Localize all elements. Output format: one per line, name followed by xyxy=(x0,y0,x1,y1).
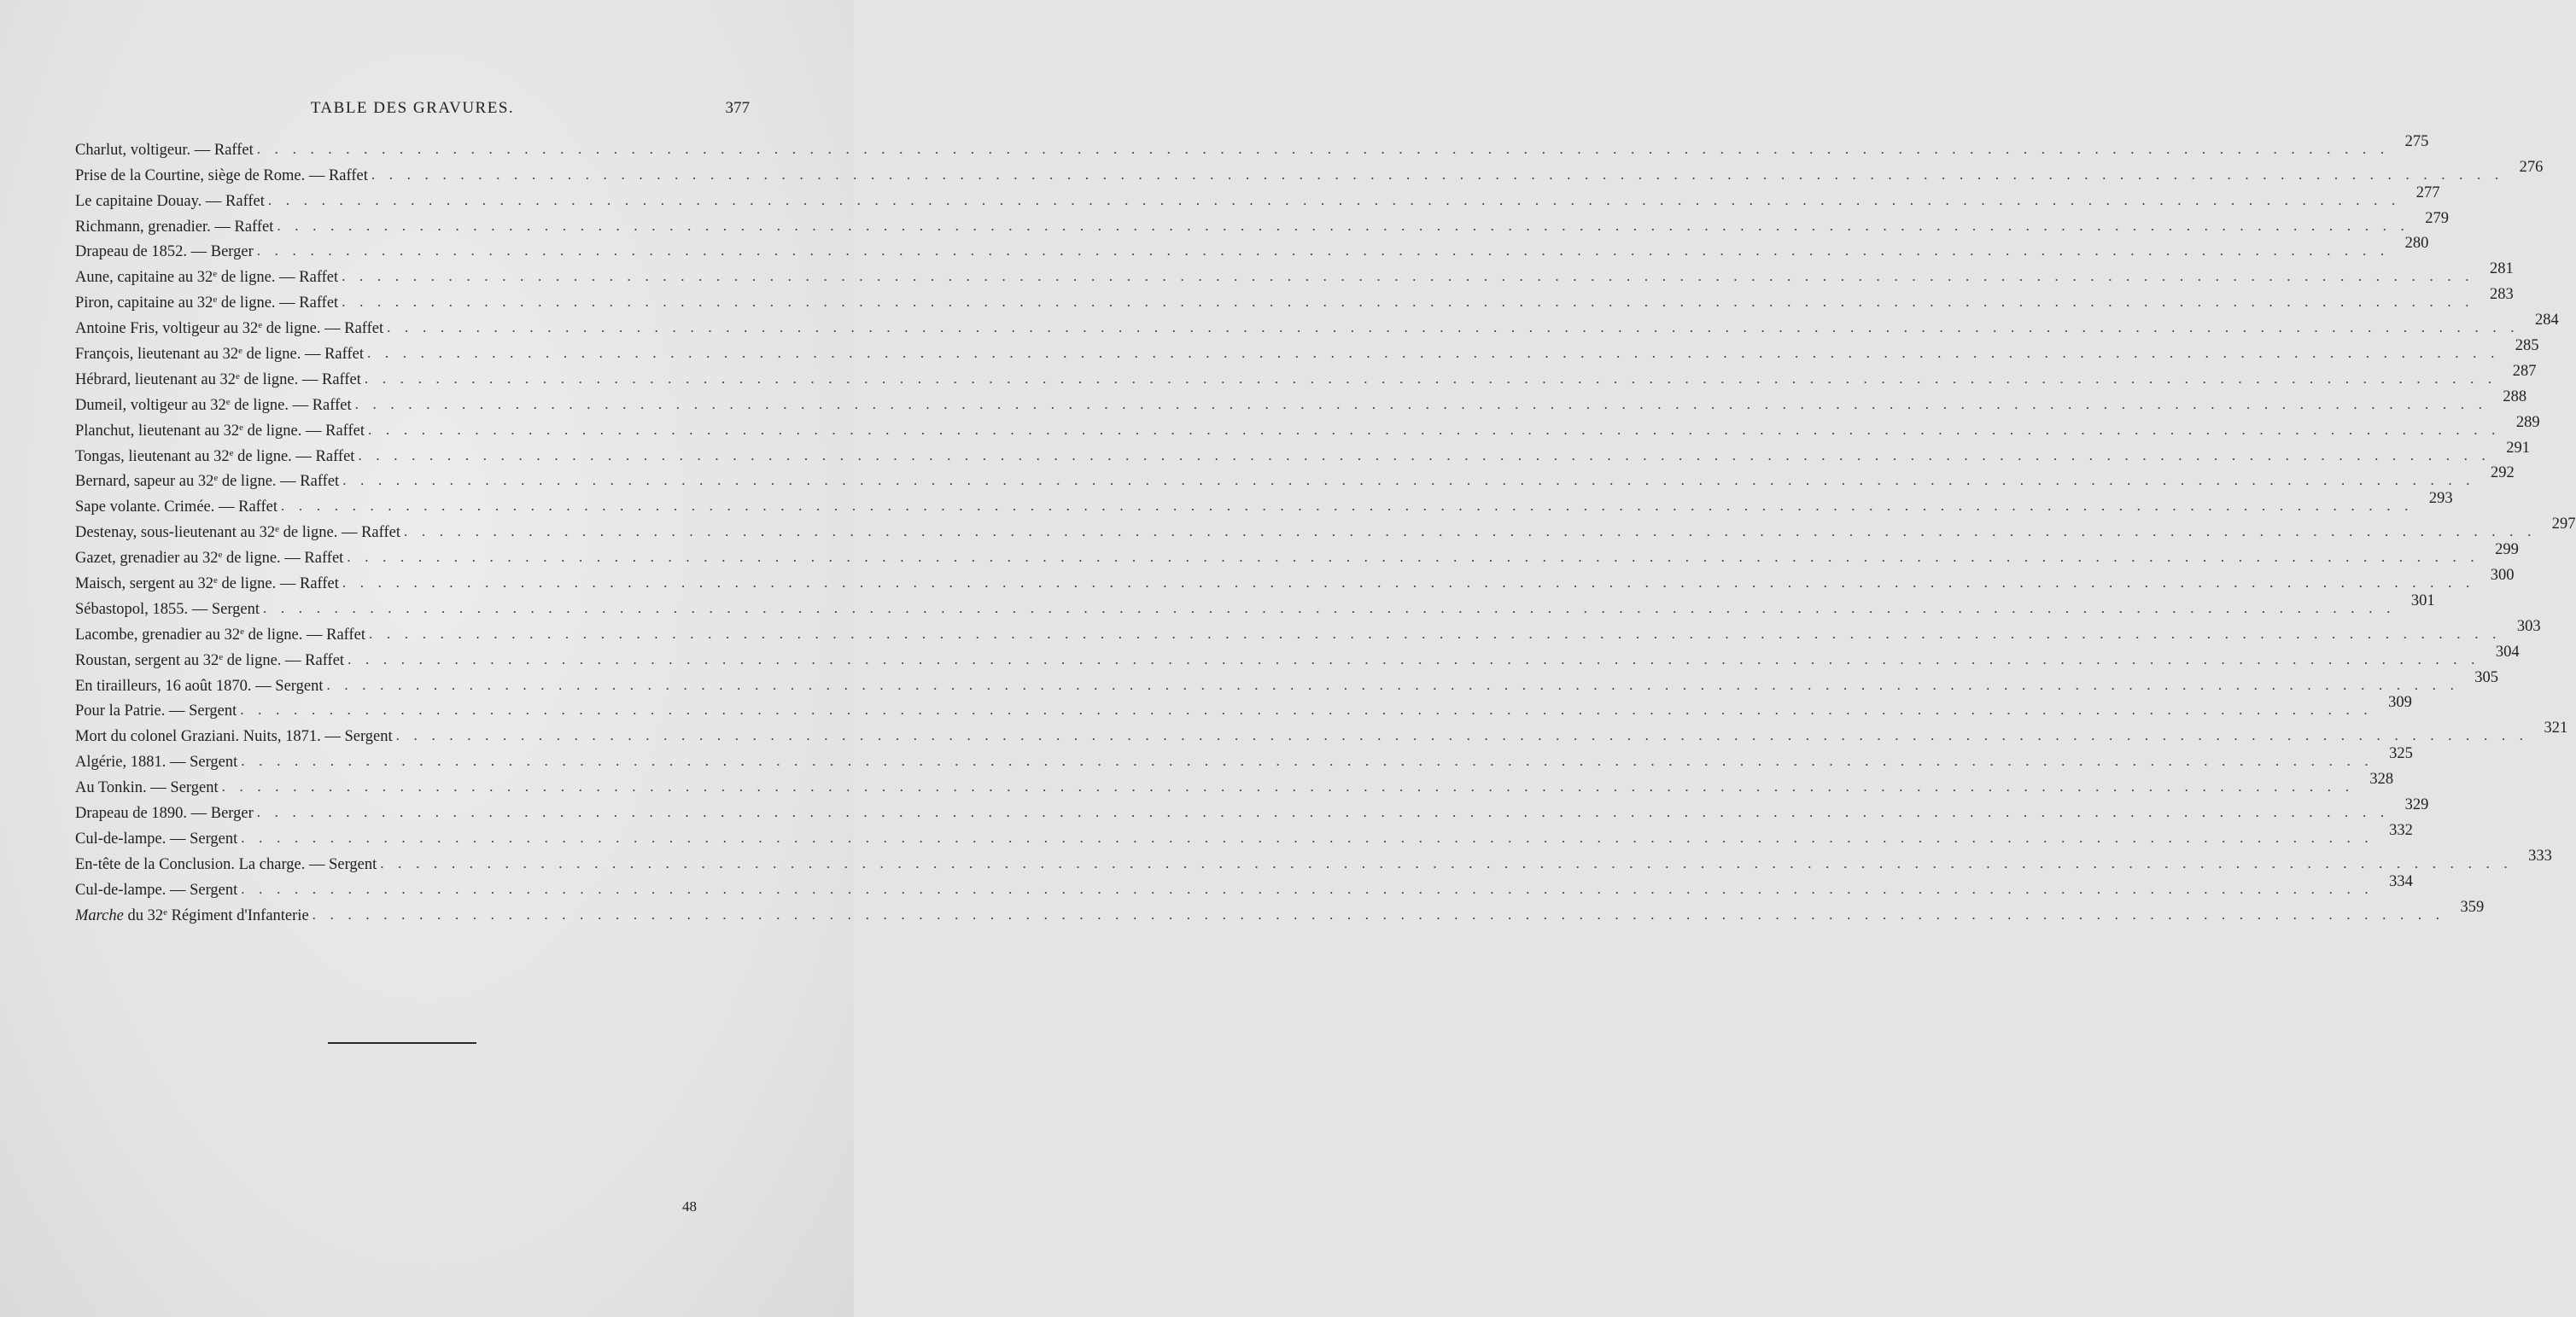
toc-entry-label: En-tête de la Conclusion. La charge. — Sergent xyxy=(75,855,377,873)
toc-entry xyxy=(75,516,2576,542)
toc-entry-label: Tongas, lieutenant au 32e de ligne. — Raffet xyxy=(75,447,355,465)
toc-entry-label: Destenay, sous-lieutenant au 32e de ligne. — Raffet xyxy=(75,524,400,542)
toc-entry-page: 275 xyxy=(2404,132,2429,150)
toc-entry-label: Gazet, grenadier au 32e de ligne. — Raffet xyxy=(75,550,344,568)
toc-entry-label: Planchut, lieutenant au 32e de ligne. — Raffet xyxy=(75,422,365,440)
toc-entry xyxy=(75,720,2568,746)
toc-entry xyxy=(75,235,2429,262)
toc-entry-label: Le capitaine Douay. — Raffet xyxy=(75,192,265,210)
page-header xyxy=(75,99,750,125)
toc-entry xyxy=(75,771,2394,797)
toc-entry-page: 280 xyxy=(2404,235,2429,253)
toc-entry-page: 276 xyxy=(2519,158,2544,176)
dot-leader: . . . . . . . . . . . . . . . . . . . . . . . . . . . . . . . . . . . . . . . . . . . . . . . . . . . . . . . . . . . . . . . . . . . . . . . . . . . . . . . . . . . . . . . . . . . . . . . . . . . . . . . . . . . . . . . . . . . . . . . . xyxy=(347,549,2480,566)
toc-entry-page: 300 xyxy=(2490,567,2515,585)
toc-entry-label: Maisch, sergent au 32e de ligne. — Raffet xyxy=(75,575,339,593)
toc-entry-page: 277 xyxy=(2415,184,2440,201)
toc-entry-page: 325 xyxy=(2389,745,2413,763)
toc-entry-page: 328 xyxy=(2369,771,2394,789)
toc-entry-label: Aune, capitaine au 32e de ligne. — Raffet xyxy=(75,269,339,287)
dot-leader: . . . . . . . . . . . . . . . . . . . . . . . . . . . . . . . . . . . . . . . . . . . . . . . . . . . . . . . . . . . . . . . . . . . . . . . . . . . . . . . . . . . . . . . . . . . . . . . . . . . . . . . . . . . . . . . . . . . . . . . . xyxy=(358,446,2491,463)
toc-entry-page: 297 xyxy=(2551,516,2576,533)
toc-entry-label: En tirailleurs, 16 août 1870. — Sergent xyxy=(75,677,324,695)
toc-entry xyxy=(75,541,2519,568)
toc-entry-page: 284 xyxy=(2534,312,2559,329)
toc-entry xyxy=(75,312,2559,338)
toc-entry xyxy=(75,337,2539,364)
toc-entry-label: Marche du 32e Régiment d'Infanterie xyxy=(75,906,309,924)
toc-entry-page: 304 xyxy=(2495,643,2520,661)
toc-entry-label: Cul-de-lampe. — Sergent xyxy=(75,881,238,899)
toc-entry-page: 334 xyxy=(2389,872,2413,890)
toc-entry-page: 303 xyxy=(2516,617,2541,635)
toc-entry xyxy=(75,362,2537,389)
dot-leader: . . . . . . . . . . . . . . . . . . . . . . . . . . . . . . . . . . . . . . . . . . . . . . . . . . . . . . . . . . . . . . . . . . . . . . . . . . . . . . . . . . . . . . . . . . . . . . . . . . . . . . . . . . . . . . . . . . . . . . . . xyxy=(369,625,2502,642)
dot-leader: . . . . . . . . . . . . . . . . . . . . . . . . . . . . . . . . . . . . . . . . . . . . . . . . . . . . . . . . . . . . . . . . . . . . . . . . . . . . . . . . . . . . . . . . . . . . . . . . . . . . . . . . . . . . . . . . . . . . . . . . xyxy=(263,599,2396,616)
dot-leader: . . . . . . . . . . . . . . . . . . . . . . . . . . . . . . . . . . . . . . . . . . . . . . . . . . . . . . . . . . . . . . . . . . . . . . . . . . . . . . . . . . . . . . . . . . . . . . . . . . . . . . . . . . . . . . . . . . . . . . . . xyxy=(241,829,2374,846)
toc-entry xyxy=(75,209,2449,236)
toc-entry-label: Prise de la Courtine, siège de Rome. — Raffet xyxy=(75,166,368,184)
dot-leader: . . . . . . . . . . . . . . . . . . . . . . . . . . . . . . . . . . . . . . . . . . . . . . . . . . . . . . . . . . . . . . . . . . . . . . . . . . . . . . . . . . . . . . . . . . . . . . . . . . . . . . . . . . . . . . . . . . . . . . . . xyxy=(256,804,2390,821)
toc-entry-label: Drapeau de 1890. — Berger xyxy=(75,805,254,823)
toc-entry-label: Dumeil, voltigeur au 32e de ligne. — Raffet xyxy=(75,396,352,414)
toc-entry-page: 321 xyxy=(2544,720,2568,737)
toc-entry xyxy=(75,694,2412,721)
closing-rule xyxy=(328,1042,476,1044)
dot-leader: . . . . . . . . . . . . . . . . . . . . . . . . . . . . . . . . . . . . . . . . . . . . . . . . . . . . . . . . . . . . . . . . . . . . . . . . . . . . . . . . . . . . . . . . . . . . . . . . . . . . . . . . . . . . . . . . . . . . . . . . xyxy=(348,650,2480,667)
toc-entry xyxy=(75,847,2552,874)
toc-entry-label: Algérie, 1881. — Sergent xyxy=(75,754,238,772)
toc-entry xyxy=(75,643,2520,670)
toc-entry xyxy=(75,898,2485,925)
dot-leader: . . . . . . . . . . . . . . . . . . . . . . . . . . . . . . . . . . . . . . . . . . . . . . . . . . . . . . . . . . . . . . . . . . . . . . . . . . . . . . . . . . . . . . . . . . . . . . . . . . . . . . . . . . . . . . . . . . . . . . . . xyxy=(368,421,2501,438)
dot-leader: . . . . . . . . . . . . . . . . . . . . . . . . . . . . . . . . . . . . . . . . . . . . . . . . . . . . . . . . . . . . . . . . . . . . . . . . . . . . . . . . . . . . . . . . . . . . . . . . . . . . . . . . . . . . . . . . . . . . . . . . xyxy=(387,319,2520,336)
dot-leader: . . . . . . . . . . . . . . . . . . . . . . . . . . . . . . . . . . . . . . . . . . . . . . . . . . . . . . . . . . . . . . . . . . . . . . . . . . . . . . . . . . . . . . . . . . . . . . . . . . . . . . . . . . . . . . . . . . . . . . . . xyxy=(342,294,2474,311)
running-title: TABLE DES GRAVURES. xyxy=(310,99,515,117)
toc-entry xyxy=(75,286,2514,312)
dot-leader: . . . . . . . . . . . . . . . . . . . . . . . . . . . . . . . . . . . . . . . . . . . . . . . . . . . . . . . . . . . . . . . . . . . . . . . . . . . . . . . . . . . . . . . . . . . . . . . . . . . . . . . . . . . . . . . . . . . . . . . . xyxy=(342,472,2475,489)
toc-entry-page: 287 xyxy=(2512,362,2537,380)
toc-entry xyxy=(75,591,2435,619)
toc-entry xyxy=(75,872,2413,900)
toc-entry-page: 288 xyxy=(2503,388,2527,405)
toc-entry-page: 309 xyxy=(2388,694,2412,712)
dot-leader: . . . . . . . . . . . . . . . . . . . . . . . . . . . . . . . . . . . . . . . . . . . . . . . . . . . . . . . . . . . . . . . . . . . . . . . . . . . . . . . . . . . . . . . . . . . . . . . . . . . . . . . . . . . . . . . . . . . . . . . . xyxy=(366,345,2500,362)
toc-entry-label: Au Tonkin. — Sergent xyxy=(75,779,219,797)
toc-entry-page: 292 xyxy=(2491,464,2515,482)
toc-entry xyxy=(75,821,2413,848)
dot-leader: . . . . . . . . . . . . . . . . . . . . . . . . . . . . . . . . . . . . . . . . . . . . . . . . . . . . . . . . . . . . . . . . . . . . . . . . . . . . . . . . . . . . . . . . . . . . . . . . . . . . . . . . . . . . . . . . . . . . . . . . xyxy=(380,854,2513,871)
dot-leader: . . . . . . . . . . . . . . . . . . . . . . . . . . . . . . . . . . . . . . . . . . . . . . . . . . . . . . . . . . . . . . . . . . . . . . . . . . . . . . . . . . . . . . . . . . . . . . . . . . . . . . . . . . . . . . . . . . . . . . . . xyxy=(312,906,2445,923)
toc-entry-label: Antoine Fris, voltigeur au 32e de ligne. — Raffet xyxy=(75,320,384,338)
page-number: 377 xyxy=(725,99,750,117)
toc-entry xyxy=(75,745,2413,772)
toc-entry-label: Sébastopol, 1855. — Sergent xyxy=(75,600,260,618)
toc-entry-label: Piron, capitaine au 32e de ligne. — Raffet xyxy=(75,294,339,312)
toc-entry-label: Mort du colonel Graziani. Nuits, 1871. — Sergent xyxy=(75,728,393,746)
toc-entry-page: 279 xyxy=(2425,209,2449,227)
dot-leader: . . . . . . . . . . . . . . . . . . . . . . . . . . . . . . . . . . . . . . . . . . . . . . . . . . . . . . . . . . . . . . . . . . . . . . . . . . . . . . . . . . . . . . . . . . . . . . . . . . . . . . . . . . . . . . . . . . . . . . . . xyxy=(395,727,2529,744)
toc-entry xyxy=(75,413,2540,440)
toc-entry-page: 301 xyxy=(2410,591,2435,609)
toc-entry xyxy=(75,439,2530,466)
dot-leader: . . . . . . . . . . . . . . . . . . . . . . . . . . . . . . . . . . . . . . . . . . . . . . . . . . . . . . . . . . . . . . . . . . . . . . . . . . . . . . . . . . . . . . . . . . . . . . . . . . . . . . . . . . . . . . . . . . . . . . . . xyxy=(241,880,2374,897)
toc-entry-page: 305 xyxy=(2474,668,2499,686)
toc-entry-label: Roustan, sergent au 32e de ligne. — Raffet xyxy=(75,651,345,669)
dot-leader: . . . . . . . . . . . . . . . . . . . . . . . . . . . . . . . . . . . . . . . . . . . . . . . . . . . . . . . . . . . . . . . . . . . . . . . . . . . . . . . . . . . . . . . . . . . . . . . . . . . . . . . . . . . . . . . . . . . . . . . . xyxy=(326,676,2460,693)
toc-entry-page: 285 xyxy=(2515,337,2539,355)
dot-leader: . . . . . . . . . . . . . . . . . . . . . . . . . . . . . . . . . . . . . . . . . . . . . . . . . . . . . . . . . . . . . . . . . . . . . . . . . . . . . . . . . . . . . . . . . . . . . . . . . . . . . . . . . . . . . . . . . . . . . . . . xyxy=(281,498,2414,515)
dot-leader: . . . . . . . . . . . . . . . . . . . . . . . . . . . . . . . . . . . . . . . . . . . . . . . . . . . . . . . . . . . . . . . . . . . . . . . . . . . . . . . . . . . . . . . . . . . . . . . . . . . . . . . . . . . . . . . . . . . . . . . . xyxy=(371,166,2504,183)
dot-leader: . . . . . . . . . . . . . . . . . . . . . . . . . . . . . . . . . . . . . . . . . . . . . . . . . . . . . . . . . . . . . . . . . . . . . . . . . . . . . . . . . . . . . . . . . . . . . . . . . . . . . . . . . . . . . . . . . . . . . . . . xyxy=(342,574,2475,591)
toc-entry-page: 293 xyxy=(2428,490,2453,508)
toc-entry-label: Richmann, grenadier. — Raffet xyxy=(75,218,274,236)
toc-entry-page: 329 xyxy=(2404,796,2429,814)
toc-entry xyxy=(75,464,2515,492)
toc-entry-label: Bernard, sapeur au 32e de ligne. — Raffet xyxy=(75,473,340,491)
dot-leader: . . . . . . . . . . . . . . . . . . . . . . . . . . . . . . . . . . . . . . . . . . . . . . . . . . . . . . . . . . . . . . . . . . . . . . . . . . . . . . . . . . . . . . . . . . . . . . . . . . . . . . . . . . . . . . . . . . . . . . . . xyxy=(256,140,2390,157)
toc-entry-page: 283 xyxy=(2490,286,2514,304)
toc-entry-label: Sape volante. Crimée. — Raffet xyxy=(75,498,278,516)
toc-entry-label: Pour la Patrie. — Sergent xyxy=(75,702,237,720)
dot-leader: . . . . . . . . . . . . . . . . . . . . . . . . . . . . . . . . . . . . . . . . . . . . . . . . . . . . . . . . . . . . . . . . . . . . . . . . . . . . . . . . . . . . . . . . . . . . . . . . . . . . . . . . . . . . . . . . . . . . . . . . xyxy=(403,523,2537,540)
toc-entry-label: Lacombe, grenadier au 32e de ligne. — Raffet xyxy=(75,626,365,644)
dot-leader: . . . . . . . . . . . . . . . . . . . . . . . . . . . . . . . . . . . . . . . . . . . . . . . . . . . . . . . . . . . . . . . . . . . . . . . . . . . . . . . . . . . . . . . . . . . . . . . . . . . . . . . . . . . . . . . . . . . . . . . . xyxy=(342,268,2474,285)
toc-entry-page: 333 xyxy=(2528,847,2552,865)
dot-leader: . . . . . . . . . . . . . . . . . . . . . . . . . . . . . . . . . . . . . . . . . . . . . . . . . . . . . . . . . . . . . . . . . . . . . . . . . . . . . . . . . . . . . . . . . . . . . . . . . . . . . . . . . . . . . . . . . . . . . . . . xyxy=(221,778,2355,795)
toc-entry-page: 299 xyxy=(2495,541,2519,559)
dot-leader: . . . . . . . . . . . . . . . . . . . . . . . . . . . . . . . . . . . . . . . . . . . . . . . . . . . . . . . . . . . . . . . . . . . . . . . . . . . . . . . . . . . . . . . . . . . . . . . . . . . . . . . . . . . . . . . . . . . . . . . . xyxy=(277,217,2410,234)
toc-entry-label: Drapeau de 1852. — Berger xyxy=(75,243,254,261)
toc-entry-page: 332 xyxy=(2389,821,2413,839)
toc-entry xyxy=(75,567,2515,593)
toc-entry-page: 359 xyxy=(2460,898,2485,916)
toc-entry xyxy=(75,260,2514,287)
toc-entry xyxy=(75,796,2429,823)
dot-leader: . . . . . . . . . . . . . . . . . . . . . . . . . . . . . . . . . . . . . . . . . . . . . . . . . . . . . . . . . . . . . . . . . . . . . . . . . . . . . . . . . . . . . . . . . . . . . . . . . . . . . . . . . . . . . . . . . . . . . . . . xyxy=(364,370,2497,387)
dot-leader: . . . . . . . . . . . . . . . . . . . . . . . . . . . . . . . . . . . . . . . . . . . . . . . . . . . . . . . . . . . . . . . . . . . . . . . . . . . . . . . . . . . . . . . . . . . . . . . . . . . . . . . . . . . . . . . . . . . . . . . . xyxy=(267,191,2401,208)
toc-entry-page: 281 xyxy=(2489,260,2514,278)
toc-entry-page: 291 xyxy=(2506,439,2530,457)
dot-leader: . . . . . . . . . . . . . . . . . . . . . . . . . . . . . . . . . . . . . . . . . . . . . . . . . . . . . . . . . . . . . . . . . . . . . . . . . . . . . . . . . . . . . . . . . . . . . . . . . . . . . . . . . . . . . . . . . . . . . . . . xyxy=(240,702,2373,719)
toc-entry-label: Hébrard, lieutenant au 32e de ligne. — Raffet xyxy=(75,370,361,388)
toc-entry-label: Cul-de-lampe. — Sergent xyxy=(75,830,238,848)
table-of-engravings xyxy=(75,132,2576,925)
signature-mark: 48 xyxy=(682,1198,697,1215)
dot-leader: . . . . . . . . . . . . . . . . . . . . . . . . . . . . . . . . . . . . . . . . . . . . . . . . . . . . . . . . . . . . . . . . . . . . . . . . . . . . . . . . . . . . . . . . . . . . . . . . . . . . . . . . . . . . . . . . . . . . . . . . xyxy=(354,395,2488,412)
toc-entry xyxy=(75,184,2440,211)
dot-leader: . . . . . . . . . . . . . . . . . . . . . . . . . . . . . . . . . . . . . . . . . . . . . . . . . . . . . . . . . . . . . . . . . . . . . . . . . . . . . . . . . . . . . . . . . . . . . . . . . . . . . . . . . . . . . . . . . . . . . . . . xyxy=(241,753,2374,770)
toc-entry xyxy=(75,388,2527,415)
toc-entry-label: François, lieutenant au 32e de ligne. — Raffet xyxy=(75,346,364,364)
toc-entry-label: Charlut, voltigeur. — Raffet xyxy=(75,141,254,159)
toc-entry-page: 289 xyxy=(2515,413,2540,431)
toc-entry xyxy=(75,617,2541,644)
dot-leader: . . . . . . . . . . . . . . . . . . . . . . . . . . . . . . . . . . . . . . . . . . . . . . . . . . . . . . . . . . . . . . . . . . . . . . . . . . . . . . . . . . . . . . . . . . . . . . . . . . . . . . . . . . . . . . . . . . . . . . . . xyxy=(256,242,2390,259)
toc-entry xyxy=(75,490,2453,516)
toc-entry xyxy=(75,132,2429,160)
toc-entry xyxy=(75,158,2544,185)
toc-entry xyxy=(75,668,2499,696)
